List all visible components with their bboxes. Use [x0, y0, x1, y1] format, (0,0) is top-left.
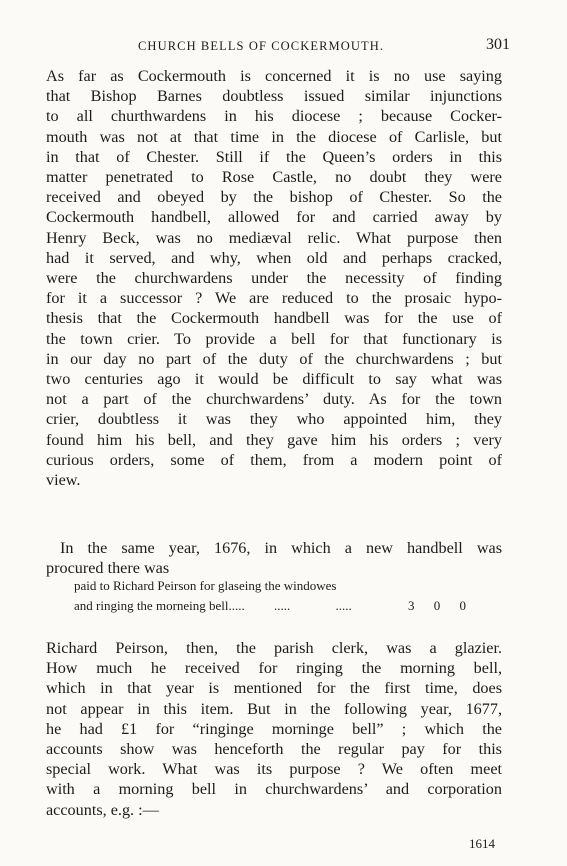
text-line: found him his bell, and they gave him his orders ; very — [46, 430, 502, 449]
text-line: received and obeyed by the bishop of Chester. So the — [46, 188, 502, 207]
signature-mark: 1614 — [469, 836, 495, 851]
quote-line-1: paid to Richard Peirson for glaseing the windowes — [74, 578, 337, 593]
text-line: that Bishop Barnes doubtless issued similar injunctions — [46, 87, 502, 106]
text-line: mouth was not at that time in the diocese of Carlisle, but — [46, 127, 502, 146]
text-line: in our day no part of the duty of the churchwardens ; but — [46, 349, 502, 368]
quote-leader-dots-1: ..... — [274, 598, 291, 613]
text-line: Henry Beck, was no mediæval relic. What purpose then — [46, 228, 502, 247]
text-line: had it served, and why, when old and perhaps cracked, — [46, 248, 502, 267]
text-line: Cockermouth handbell, allowed for and carried away by — [46, 208, 502, 227]
text-line: accounts, e.g. :— — [46, 800, 159, 819]
text-line: procured there was — [46, 559, 170, 578]
text-line: crier, doubtless it was they who appointed him, they — [46, 410, 502, 429]
text-line: matter penetrated to Rose Castle, no doubt they were — [46, 168, 502, 187]
text-line: he had £1 for “ringinge morninge bell” ; which the — [46, 719, 502, 738]
text-line: in that of Chester. Still if the Queen’s orders in this — [46, 147, 502, 166]
text-line: were the churchwardens under the necessity of finding — [46, 269, 502, 288]
text-line: two centuries ago it would be difficult to say what was — [46, 370, 502, 389]
text-line: which in that year is mentioned for the first time, does — [46, 679, 502, 698]
page-header — [48, 36, 510, 58]
text-line: special work. What was its purpose ? We often meet — [46, 760, 502, 779]
paragraph-3 — [46, 638, 502, 820]
account-entry-quote — [74, 576, 474, 616]
text-line: view. — [46, 471, 81, 490]
text-line: In the same year, 1676, in which a new handbell was — [60, 539, 502, 557]
paragraph-1 — [46, 66, 502, 490]
text-line: curious orders, some of them, from a modern point of — [46, 450, 502, 469]
text-line: accounts show was henceforth the regular pay for this — [46, 740, 502, 759]
text-line: How much he received for ringing the morning bell, — [46, 659, 502, 678]
paragraph-2 — [46, 538, 502, 578]
text-line: Richard Peirson, then, the parish clerk, was a glazier. — [46, 639, 502, 657]
text-line: with a morning bell in churchwardens’ and corporation — [46, 780, 502, 799]
quote-amount: 3 0 0 — [408, 598, 474, 613]
text-line: for it a successor ? We are reduced to the prosaic hypo- — [46, 289, 502, 308]
text-line: As far as Cockermouth is concerned it is no use saying — [46, 67, 502, 85]
text-line: the town crier. To provide a bell for that functionary is — [46, 329, 502, 348]
quote-line-2-text: and ringing the morneing bell..... — [74, 598, 245, 613]
page-number: 301 — [486, 36, 510, 53]
text-line: not a part of the churchwardens’ duty. As for the town — [46, 390, 502, 409]
quote-leader-dots-2: ..... — [335, 598, 352, 613]
text-line: to all churthwardens in his diocese ; because Cocker- — [46, 107, 502, 126]
text-line: not appear in this item. But in the following year, 1677, — [46, 699, 502, 718]
running-head: CHURCH BELLS OF COCKERMOUTH. — [138, 39, 385, 53]
text-line: thesis that the Cockermouth handbell was for the use of — [46, 309, 502, 328]
